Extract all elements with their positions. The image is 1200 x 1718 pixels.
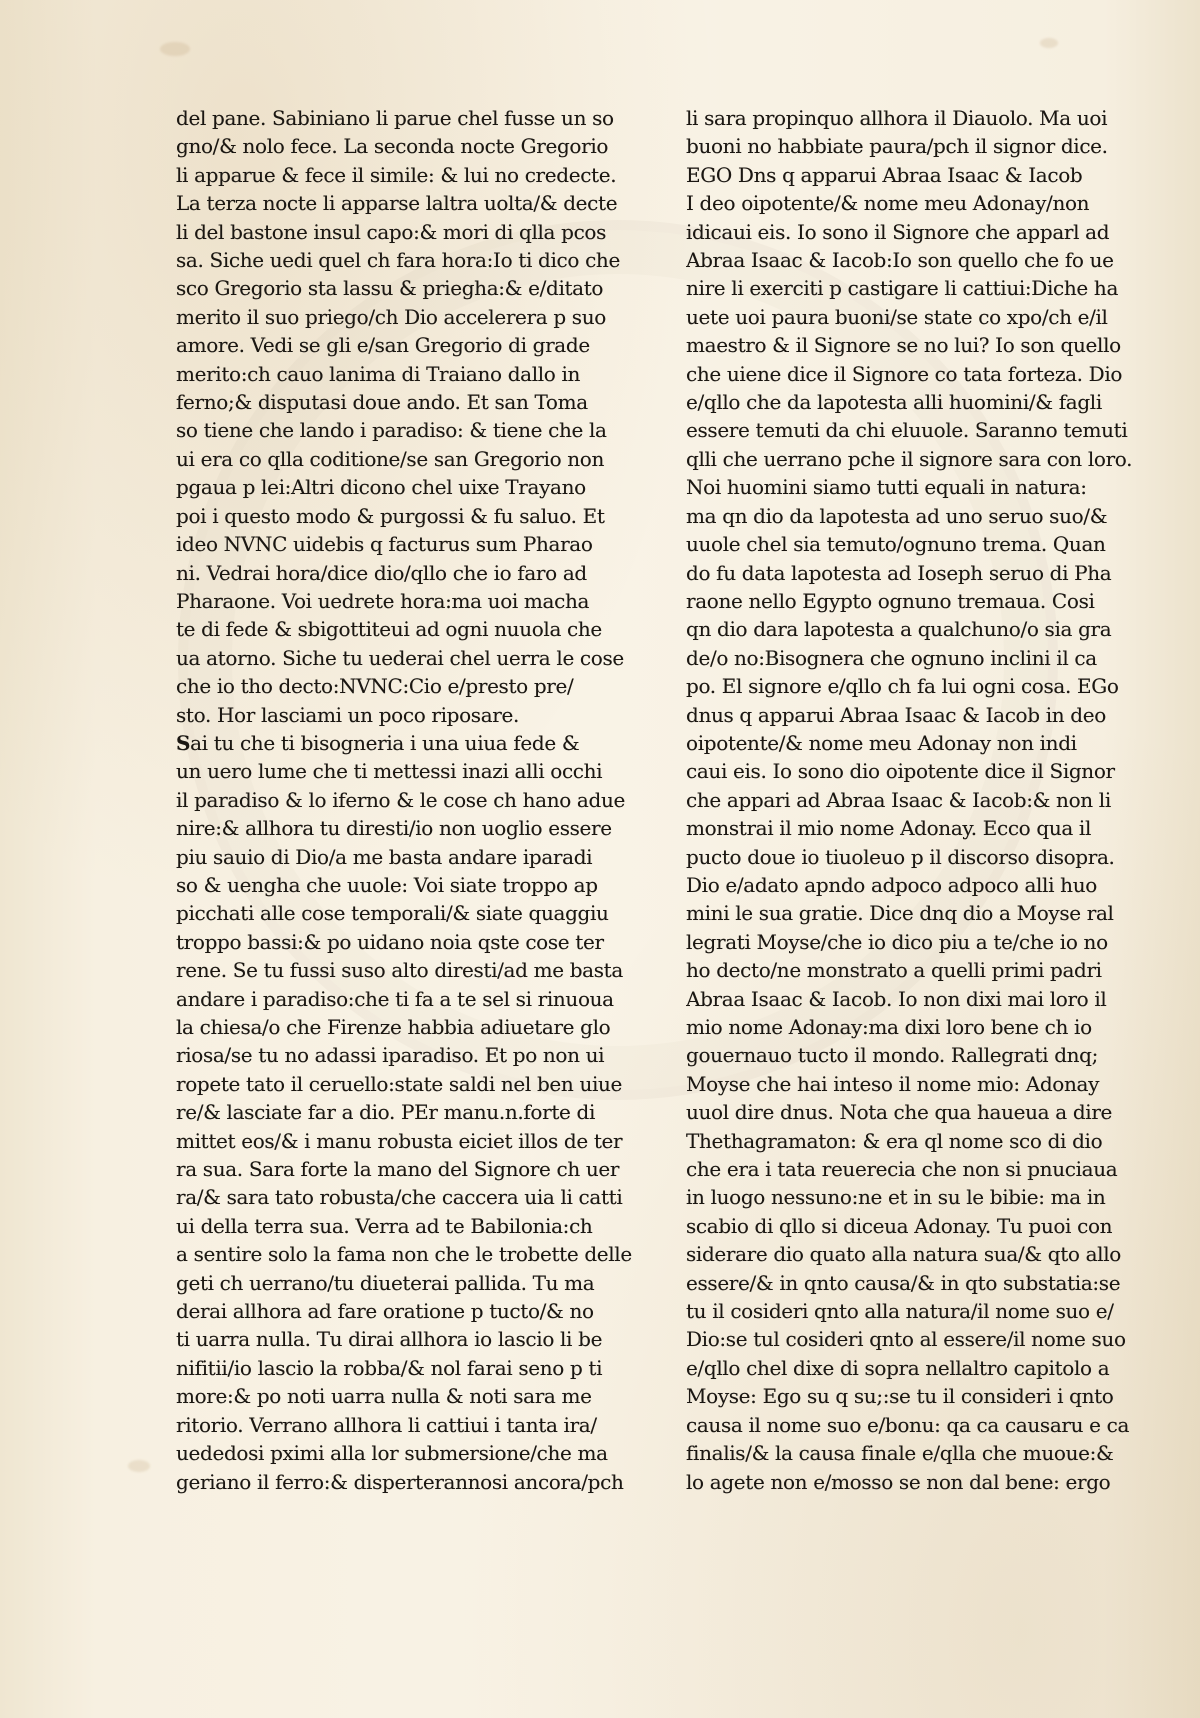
left-column-line: re/& lasciate far a dio. PEr manu.n.forte di [176, 1100, 596, 1125]
right-column-line: essere temuti da chi eluuole. Saranno temuti [686, 418, 1128, 443]
left-column-line: merito:ch cauo lanima di Traiano dallo in [176, 361, 581, 386]
left-column-line: ni. Vedrai hora/dice dio/qllo che io faro ad [176, 560, 587, 585]
right-column-line: dnus q apparui Abraa Isaac & Iacob in deo [686, 702, 1106, 727]
left-column-line: mittet eos/& i manu robusta eiciet illos de ter [176, 1128, 623, 1153]
right-column-line: uuole chel sia temuto/ognuno trema. Quan [686, 532, 1106, 557]
left-column-line: geti ch uerrano/tu diueterai pallida. Tu ma [176, 1270, 595, 1295]
left-column-line: sco Gregorio sta lassu & priegha:& e/ditato [176, 276, 604, 301]
right-column-line: legrati Moyse/che io dico piu a te/che io no [686, 929, 1108, 954]
left-column-line: ropete tato il ceruello:state saldi nel ben uiue [176, 1071, 623, 1096]
left-column-line: ui era co qlla coditione/se san Gregorio non [176, 446, 605, 471]
right-column-line: e/qllo che da lapotesta alli huomini/& fagli [686, 390, 1102, 415]
left-column-line: andare i paradiso:che ti fa a te sel si rinuoua [176, 986, 614, 1011]
right-column-line: pucto doue io tiuoleuo p il discorso disopra. [686, 844, 1115, 869]
paper-stain [1040, 38, 1058, 48]
right-column-line: che era i tata reuerecia che non si pnuciaua [686, 1157, 1118, 1182]
left-column-line: li del bastone insul capo:& mori di qlla pcos [176, 219, 607, 244]
left-column-line: poi i questo modo & purgossi & fu saluo. Et [176, 503, 605, 528]
left-column-line: nifitii/io lascio la robba/& nol farai seno p ti [176, 1355, 603, 1380]
paper-stain [128, 1460, 150, 1472]
left-column-line: Sai tu che ti bisogneria i una uiua fede & [176, 730, 580, 755]
right-column-line: li sara propinquo allhora il Diauolo. Ma uoi [686, 106, 1108, 130]
left-column-line: del pane. Sabiniano li parue chel fusse un so [176, 106, 614, 130]
left-column-line: so & uengha che uuole: Voi siate troppo ap [176, 872, 598, 897]
right-column-line: qn dio dara lapotesta a qualchuno/o sia gra [686, 617, 1112, 642]
left-column-line: so tiene che lando i paradiso: & tiene che la [176, 418, 607, 443]
paper-stain [160, 42, 190, 56]
right-column-line: I deo oipotente/& nome meu Adonay/non [686, 191, 1090, 216]
left-text-column [176, 104, 641, 1496]
right-column-line: Abraa Isaac & Iacob:Io son quello che fo ue [686, 248, 1114, 273]
right-column-line: do fu data lapotesta ad Ioseph seruo di Pha [686, 560, 1112, 585]
left-column-line: more:& po noti uarra nulla & noti sara me [176, 1384, 592, 1409]
left-column-line: rene. Se tu fussi suso alto diresti/ad me basta [176, 958, 623, 983]
right-column-line: Abraa Isaac & Iacob. Io non dixi mai loro il [686, 986, 1107, 1011]
left-column-line: derai allhora ad fare oratione p tucto/& no [176, 1299, 594, 1324]
right-column-line: mini le sua gratie. Dice dnq dio a Moyse ral [686, 901, 1114, 926]
right-column-line: gouernauo tucto il mondo. Rallegrati dnq; [686, 1043, 1099, 1068]
right-column-line: nire li exerciti p castigare li cattiui:Diche ha [686, 276, 1119, 301]
left-column-line: uededosi pximi alla lor submersione/che ma [176, 1441, 608, 1466]
right-column-line: monstrai il mio nome Adonay. Ecco qua il [686, 816, 1092, 841]
right-column-line: EGO Dns q apparui Abraa Isaac & Iacob [686, 162, 1083, 187]
right-column-line: Dio e/adato apndo adpoco adpoco alli huo [686, 872, 1097, 897]
left-column-line: troppo bassi:& po uidano noia qste cose ter [176, 929, 604, 954]
left-column-line: ui della terra sua. Verra ad te Babilonia:ch [176, 1213, 593, 1238]
left-column-line: picchati alle cose temporali/& siate quaggiu [176, 901, 609, 926]
right-column-line: Noi huomini siamo tutti equali in natura: [686, 475, 1087, 500]
right-column-line: Moyse: Ego su q su;:se tu il consideri i qnto [686, 1384, 1114, 1409]
right-column-line: che appari ad Abraa Isaac & Iacob:& non li [686, 787, 1111, 812]
left-column-line: Pharaone. Voi uedrete hora:ma uoi macha [176, 588, 590, 613]
left-column-line: ti uarra nulla. Tu dirai allhora io lascio li be [176, 1327, 603, 1352]
left-column-line: amore. Vedi se gli e/san Gregorio di grade [176, 333, 590, 358]
right-column-line: tu il cosideri qnto alla natura/il nome suo e/ [686, 1299, 1114, 1324]
left-column-line: ra/& sara tato robusta/che caccera uia li catti [176, 1185, 623, 1210]
left-column-line: ideo NVNC uidebis q facturus sum Pharao [176, 532, 593, 557]
left-column-line: La terza nocte li apparse laltra uolta/& decte [176, 191, 618, 216]
right-column-line: lo agete non e/mosso se non dal bene: ergo [686, 1469, 1111, 1494]
left-column-line: gno/& nolo fece. La seconda nocte Gregorio [176, 134, 609, 159]
left-column-line: nire:& allhora tu diresti/io non uoglio essere [176, 816, 612, 841]
left-column-line: sto. Hor lasciami un poco riposare. [176, 702, 519, 727]
right-column-line: essere/& in qnto causa/& in qto substatia:se [686, 1270, 1121, 1295]
right-column-line: e/qllo chel dixe di sopra nellaltro capitolo a [686, 1355, 1110, 1380]
right-column-line: uete uoi paura buoni/se state co xpo/ch e/il [686, 304, 1108, 329]
left-column-line: pgaua p lei:Altri dicono chel uixe Trayano [176, 475, 586, 500]
left-column-line: che io tho decto:NVNC:Cio e/presto pre/ [176, 674, 574, 699]
right-column-line: mio nome Adonay:ma dixi loro bene ch io [686, 1015, 1092, 1039]
right-column-line: uuol dire dnus. Nota che qua haueua a dire [686, 1100, 1113, 1125]
right-column-line: siderare dio quato alla natura sua/& qto allo [686, 1242, 1121, 1267]
right-column-line: po. El signore e/qllo ch fa lui ogni cosa. EGo [686, 674, 1119, 699]
right-column-line: in luogo nessuno:ne et in su le bibie: ma in [686, 1185, 1106, 1210]
right-column-line: caui eis. Io sono dio oipotente dice il Signor [686, 759, 1115, 784]
left-column-line: ra sua. Sara forte la mano del Signore ch uer [176, 1157, 620, 1182]
right-column-line: Thethagramaton: & era ql nome sco di dio [686, 1128, 1103, 1153]
left-column-line: ua atorno. Siche tu uederai chel uerra le cose [176, 645, 624, 670]
left-column-line: un uero lume che ti mettessi inazi alli occhi [176, 759, 603, 784]
left-column-line: li apparue & fece il simile: & lui no credecte. [176, 162, 617, 187]
left-column-line: ritorio. Verrano allhora li cattiui i tanta ira/ [176, 1412, 597, 1437]
right-column-line: ma qn dio da lapotesta ad uno seruo suo/& [686, 503, 1108, 528]
right-column-line: buoni no habbiate paura/pch il signor dice. [686, 134, 1108, 159]
left-column-line: la chiesa/o che Firenze habbia adiuetare glo [176, 1015, 611, 1039]
right-column-line: maestro & il Signore se no lui? Io son quello [686, 333, 1121, 358]
right-column-line: de/o no:Bisognera che ognuno inclini il ca [686, 645, 1097, 670]
right-column-line: causa il nome suo e/bonu: qa ca causaru e ca [686, 1412, 1130, 1437]
left-column-line: riosa/se tu no adassi iparadiso. Et po non ui [176, 1043, 605, 1068]
right-column-line: che uiene dice il Signore co tata forteza. Dio [686, 361, 1123, 386]
left-column-line: ferno;& disputasi doue ando. Et san Toma [176, 390, 588, 415]
left-column-line: te di fede & sbigottiteui ad ogni nuuola che [176, 617, 602, 642]
right-column-line: ho decto/ne monstrato a quelli primi padri [686, 958, 1102, 983]
left-column-line: il paradiso & lo iferno & le cose ch hano adue [176, 787, 625, 812]
left-column-line: piu sauio di Dio/a me basta andare iparadi [176, 844, 593, 869]
right-text-column [686, 104, 1151, 1496]
right-column-line: Dio:se tul cosideri qnto al essere/il nome suo [686, 1327, 1126, 1352]
right-column-line: qlli che uerrano pche il signore sara con loro. [686, 446, 1133, 471]
right-column-line: Moyse che hai inteso il nome mio: Adonay [686, 1071, 1100, 1096]
right-column-line: raone nello Egypto ognuno tremaua. Cosi [686, 588, 1095, 613]
left-column-line: merito il suo priego/ch Dio accelerera p suo [176, 304, 606, 329]
right-column-line: oipotente/& nome meu Adonay non indi [686, 730, 1077, 755]
left-column-line: a sentire solo la fama non che le trobette delle [176, 1242, 632, 1267]
left-column-line: geriano il ferro:& disperterannosi ancora/pch [176, 1469, 624, 1494]
right-column-line: idicaui eis. Io sono il Signore che apparl ad [686, 219, 1110, 244]
left-column-line: sa. Siche uedi quel ch fara hora:Io ti dico che [176, 248, 620, 273]
right-column-line: finalis/& la causa finale e/qlla che muoue:& [686, 1441, 1114, 1466]
right-column-line: scabio di qllo si diceua Adonay. Tu puoi con [686, 1213, 1113, 1238]
